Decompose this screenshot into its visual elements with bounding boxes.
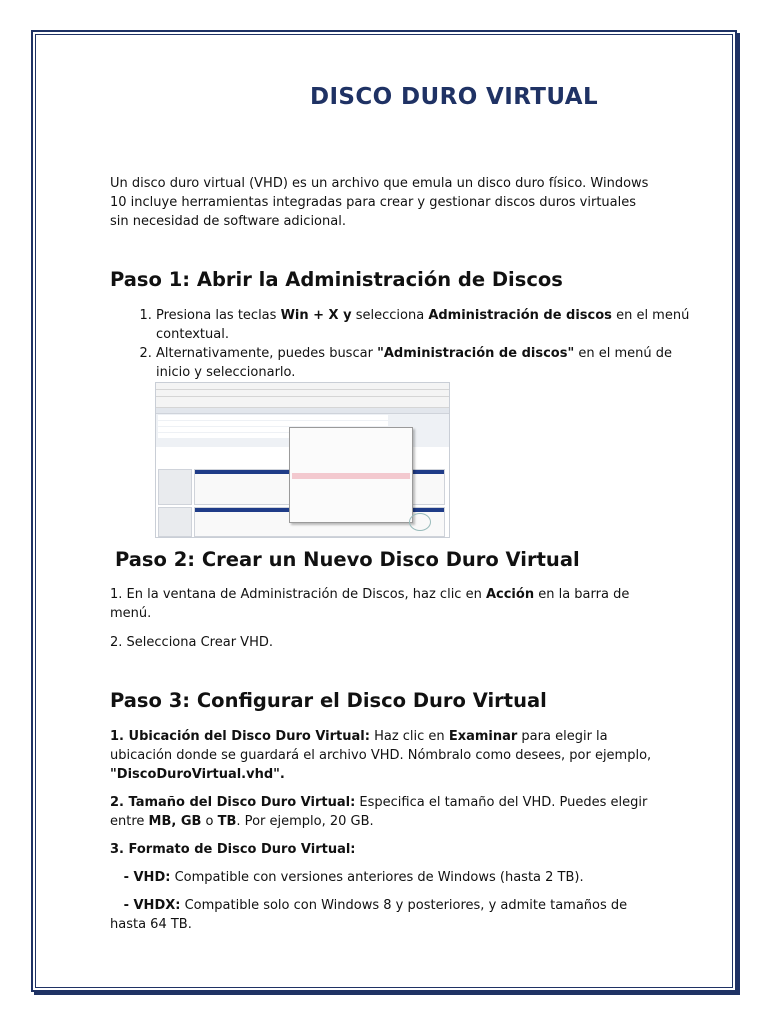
step1-item-2: 2. Alternativamente, puedes buscar "Administración de discos" en el menú de inicio y seleccionarlo.: [156, 344, 704, 382]
step3-paragraph-1: 1. Ubicación del Disco Duro Virtual: Haz clic en Examinar para elegir la ubicación donde se guardará el archivo VHD. Nómbralo como desees, por ejemplo, "DiscoDuroVirtual.vhd".: [110, 729, 652, 782]
page-title: DISCO DURO VIRTUAL: [309, 84, 599, 110]
step3-heading: Paso 3: Configurar el Disco Duro Virtual: [110, 689, 547, 712]
help-icon: [409, 513, 431, 531]
step2-paragraph-2: 2. Selecciona Crear VHD.: [110, 635, 273, 650]
step1-item-1: 1. Presiona las teclas Win + X y selecciona Administración de discos en el menú contextual.: [156, 306, 704, 344]
screenshot-table-row: [158, 415, 388, 420]
step3-paragraph-2: 2. Tamaño del Disco Duro Virtual: Especifica el tamaño del VHD. Puedes elegir entre MB, GB o TB. Por ejemplo, 20 GB.: [110, 795, 648, 829]
disk-management-screenshot: [155, 382, 450, 538]
screenshot-titlebar: [156, 383, 449, 390]
intro-paragraph: Un disco duro virtual (VHD) es un archivo que emula un disco duro físico. Windows 10 incluye herramientas integradas para crear y gestionar discos duros virtuales sin necesidad de software adicional.: [110, 176, 649, 229]
screenshot-disk-1: [158, 507, 192, 537]
screenshot-menubar: [156, 390, 449, 397]
step2-heading: Paso 2: Crear un Nuevo Disco Duro Virtual: [115, 548, 580, 571]
step1-list: [110, 306, 704, 382]
step3-paragraph-3: 3. Formato de Disco Duro Virtual:: [110, 842, 356, 857]
screenshot-disk-0: [158, 469, 192, 505]
screenshot-context-menu: [289, 427, 413, 523]
screenshot-table-row: [158, 421, 388, 426]
screenshot-menu-highlight: [292, 473, 410, 479]
screenshot-table-header: [156, 408, 449, 414]
screenshot-toolbar: [156, 397, 449, 408]
step1-heading: Paso 1: Abrir la Administración de Discos: [110, 268, 563, 291]
step3-paragraph-4: - VHD: Compatible con versiones anteriores de Windows (hasta 2 TB).: [110, 870, 584, 885]
step3-paragraph-5: - VHDX: Compatible solo con Windows 8 y posteriores, y admite tamaños de hasta 64 TB.: [110, 898, 632, 932]
step2-paragraph-1: 1. En la ventana de Administración de Discos, haz clic en Acción en la barra de menú.: [110, 587, 630, 621]
